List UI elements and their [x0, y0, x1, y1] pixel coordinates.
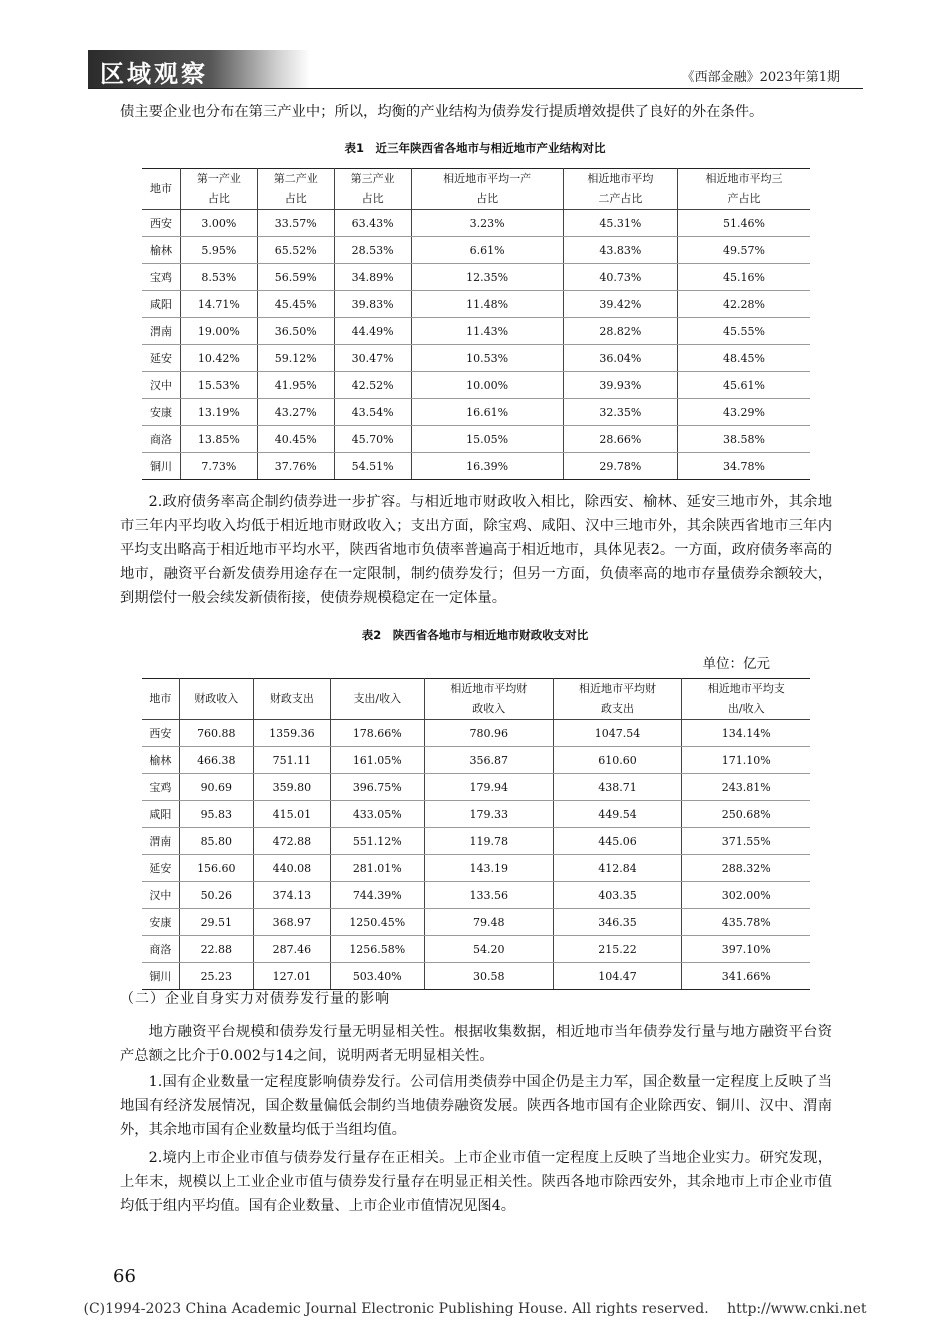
table-row	[142, 747, 810, 774]
table2-unit: 单位：亿元	[702, 656, 770, 672]
value-cell: 780.96	[424, 720, 553, 747]
value-cell: 3.00%	[180, 210, 257, 237]
table-row	[142, 399, 810, 426]
value-cell: 34.89%	[334, 264, 411, 291]
value-cell: 39.42%	[563, 291, 677, 318]
value-cell: 10.42%	[180, 345, 257, 372]
industry-structure-table	[142, 168, 810, 480]
value-cell: 28.82%	[563, 318, 677, 345]
page-number: 66	[113, 1266, 136, 1287]
value-cell: 119.78	[424, 828, 553, 855]
value-cell: 45.70%	[334, 426, 411, 453]
value-cell: 445.06	[553, 828, 682, 855]
value-cell: 13.19%	[180, 399, 257, 426]
city-cell: 延安	[142, 345, 180, 372]
value-cell: 51.46%	[678, 210, 810, 237]
value-cell: 37.76%	[257, 453, 334, 480]
value-cell: 104.47	[553, 963, 682, 990]
value-cell: 59.12%	[257, 345, 334, 372]
value-cell: 250.68%	[682, 801, 810, 828]
column-header: 相近地市平均 二产占比	[563, 169, 677, 210]
city-cell: 商洛	[142, 426, 180, 453]
journal-issue: 《西部金融》2023年第1期	[681, 70, 840, 85]
value-cell: 368.97	[253, 909, 330, 936]
value-cell: 5.95%	[180, 237, 257, 264]
value-cell: 396.75%	[330, 774, 424, 801]
value-cell: 1250.45%	[330, 909, 424, 936]
value-cell: 38.58%	[678, 426, 810, 453]
value-cell: 371.55%	[682, 828, 810, 855]
value-cell: 63.43%	[334, 210, 411, 237]
column-header: 相近地市平均三 产占比	[678, 169, 810, 210]
value-cell: 3.23%	[411, 210, 563, 237]
value-cell: 178.66%	[330, 720, 424, 747]
table-row	[142, 210, 810, 237]
city-cell: 安康	[142, 909, 179, 936]
value-cell: 32.35%	[563, 399, 677, 426]
paragraph-platform: 地方融资平台规模和债券发行量无明显相关性。根据收集数据，相近地市当年债券发行量与地方融资平台资产总额之比介于0.002与14之间，说明两者无明显相关性。	[120, 1024, 832, 1064]
value-cell: 43.83%	[563, 237, 677, 264]
table-row	[142, 453, 810, 480]
city-cell: 西安	[142, 210, 180, 237]
value-cell: 287.46	[253, 936, 330, 963]
table2-caption: 表2 陕西省各地市与相近地市财政收支对比	[361, 628, 589, 642]
column-header: 地市	[142, 169, 180, 210]
value-cell: 1047.54	[553, 720, 682, 747]
table-row	[142, 345, 810, 372]
city-cell: 榆林	[142, 747, 179, 774]
value-cell: 440.08	[253, 855, 330, 882]
value-cell: 45.31%	[563, 210, 677, 237]
city-cell: 商洛	[142, 936, 179, 963]
value-cell: 551.12%	[330, 828, 424, 855]
subsection-heading: （二）企业自身实力对债券发行量的影响	[120, 991, 390, 1007]
value-cell: 403.35	[553, 882, 682, 909]
value-cell: 33.57%	[257, 210, 334, 237]
value-cell: 438.71	[553, 774, 682, 801]
column-header: 相近地市平均财 政支出	[553, 679, 682, 720]
city-cell: 汉中	[142, 372, 180, 399]
table-row	[142, 720, 810, 747]
value-cell: 143.19	[424, 855, 553, 882]
value-cell: 54.20	[424, 936, 553, 963]
value-cell: 341.66%	[682, 963, 810, 990]
city-cell: 铜川	[142, 453, 180, 480]
value-cell: 7.73%	[180, 453, 257, 480]
value-cell: 30.58	[424, 963, 553, 990]
header-rule	[88, 88, 863, 89]
value-cell: 29.51	[179, 909, 253, 936]
value-cell: 356.87	[424, 747, 553, 774]
fiscal-comparison-table	[142, 678, 810, 990]
table-row	[142, 237, 810, 264]
value-cell: 397.10%	[682, 936, 810, 963]
value-cell: 41.95%	[257, 372, 334, 399]
value-cell: 359.80	[253, 774, 330, 801]
section-title: 区域观察	[100, 60, 208, 88]
value-cell: 29.78%	[563, 453, 677, 480]
table-row	[142, 936, 810, 963]
value-cell: 11.48%	[411, 291, 563, 318]
table-row	[142, 264, 810, 291]
city-cell: 铜川	[142, 963, 179, 990]
table-row	[142, 774, 810, 801]
table-row	[142, 828, 810, 855]
value-cell: 45.55%	[678, 318, 810, 345]
table-row	[142, 909, 810, 936]
value-cell: 14.71%	[180, 291, 257, 318]
value-cell: 36.50%	[257, 318, 334, 345]
value-cell: 472.88	[253, 828, 330, 855]
value-cell: 25.23	[179, 963, 253, 990]
city-cell: 渭南	[142, 318, 180, 345]
value-cell: 281.01%	[330, 855, 424, 882]
value-cell: 10.00%	[411, 372, 563, 399]
value-cell: 760.88	[179, 720, 253, 747]
value-cell: 744.39%	[330, 882, 424, 909]
value-cell: 10.53%	[411, 345, 563, 372]
value-cell: 1256.58%	[330, 936, 424, 963]
value-cell: 449.54	[553, 801, 682, 828]
column-header: 相近地市平均财 政收入	[424, 679, 553, 720]
column-header: 第一产业 占比	[180, 169, 257, 210]
value-cell: 374.13	[253, 882, 330, 909]
value-cell: 43.54%	[334, 399, 411, 426]
value-cell: 50.26	[179, 882, 253, 909]
paragraph-listed: 2.境内上市企业市值与债券发行量存在正相关。上市企业市值一定程度上反映了当地企业实力。研究发现，上年末，规模以上工业企业市值与债券发行量存在明显正相关性。陕西各地市除西安外，其余地市上市企业市值均低于组内平均值。国有企业数量、上市企业市值情况见图4。	[120, 1150, 832, 1214]
city-cell: 安康	[142, 399, 180, 426]
paragraph-intro: 债主要企业也分布在第三产业中；所以，均衡的产业结构为债券发行提质增效提供了良好的外在条件。	[120, 104, 764, 120]
value-cell: 179.33	[424, 801, 553, 828]
value-cell: 161.05%	[330, 747, 424, 774]
value-cell: 412.84	[553, 855, 682, 882]
value-cell: 156.60	[179, 855, 253, 882]
value-cell: 127.01	[253, 963, 330, 990]
value-cell: 435.78%	[682, 909, 810, 936]
value-cell: 503.40%	[330, 963, 424, 990]
city-cell: 延安	[142, 855, 179, 882]
city-cell: 西安	[142, 720, 179, 747]
value-cell: 288.32%	[682, 855, 810, 882]
value-cell: 56.59%	[257, 264, 334, 291]
city-cell: 渭南	[142, 828, 179, 855]
value-cell: 302.00%	[682, 882, 810, 909]
value-cell: 466.38	[179, 747, 253, 774]
column-header: 财政收入	[179, 679, 253, 720]
value-cell: 16.39%	[411, 453, 563, 480]
table-row	[142, 801, 810, 828]
value-cell: 346.35	[553, 909, 682, 936]
value-cell: 8.53%	[180, 264, 257, 291]
value-cell: 11.43%	[411, 318, 563, 345]
value-cell: 44.49%	[334, 318, 411, 345]
value-cell: 49.57%	[678, 237, 810, 264]
value-cell: 45.61%	[678, 372, 810, 399]
column-header: 相近地市平均一产 占比	[411, 169, 563, 210]
value-cell: 65.52%	[257, 237, 334, 264]
value-cell: 39.93%	[563, 372, 677, 399]
table-row	[142, 882, 810, 909]
city-cell: 咸阳	[142, 291, 180, 318]
column-header: 支出/收入	[330, 679, 424, 720]
table-row	[142, 426, 810, 453]
value-cell: 1359.36	[253, 720, 330, 747]
value-cell: 179.94	[424, 774, 553, 801]
city-cell: 汉中	[142, 882, 179, 909]
value-cell: 134.14%	[682, 720, 810, 747]
paragraph-soe: 1.国有企业数量一定程度影响债券发行。公司信用类债券中国企仍是主力军，国企数量一定程度上反映了当地国有经济发展情况，国企数量偏低会制约当地债券融资发展。陕西各地市国有企业除西安、铜川、汉中、渭南外，其余地市国有企业数量均低于当组均值。	[120, 1074, 832, 1138]
value-cell: 45.16%	[678, 264, 810, 291]
value-cell: 40.45%	[257, 426, 334, 453]
copyright-footer: (C)1994-2023 China Academic Journal Electronic Publishing House. All rights reserved. http://www.cnki.net	[83, 1301, 867, 1317]
value-cell: 433.05%	[330, 801, 424, 828]
value-cell: 39.83%	[334, 291, 411, 318]
value-cell: 42.52%	[334, 372, 411, 399]
value-cell: 19.00%	[180, 318, 257, 345]
value-cell: 45.45%	[257, 291, 334, 318]
value-cell: 751.11	[253, 747, 330, 774]
value-cell: 40.73%	[563, 264, 677, 291]
city-cell: 咸阳	[142, 801, 179, 828]
value-cell: 34.78%	[678, 453, 810, 480]
value-cell: 6.61%	[411, 237, 563, 264]
column-header: 财政支出	[253, 679, 330, 720]
table-row	[142, 963, 810, 990]
table-row	[142, 318, 810, 345]
value-cell: 95.83	[179, 801, 253, 828]
value-cell: 79.48	[424, 909, 553, 936]
table-row	[142, 855, 810, 882]
value-cell: 54.51%	[334, 453, 411, 480]
value-cell: 12.35%	[411, 264, 563, 291]
value-cell: 133.56	[424, 882, 553, 909]
value-cell: 36.04%	[563, 345, 677, 372]
value-cell: 610.60	[553, 747, 682, 774]
value-cell: 42.28%	[678, 291, 810, 318]
value-cell: 28.66%	[563, 426, 677, 453]
paragraph-debt: 2.政府债务率高企制约债券进一步扩容。与相近地市财政收入相比，除西安、榆林、延安三地市外，其余地市三年内平均收入均低于相近地市财政收入；支出方面，除宝鸡、咸阳、汉中三地市外，其余陕西省地市三年内平均支出略高于相近地市平均水平，陕西省地市负债率普遍高于相近地市，具体见表2。一方面，政府债务率高的地市，融资平台新发债券用途存在一定限制，制约债券发行；但另一方面，负债率高的地市存量债券余额较大，到期偿付一般会续发新债衔接，使债券规模稳定在一定体量。	[120, 494, 832, 606]
value-cell: 48.45%	[678, 345, 810, 372]
value-cell: 85.80	[179, 828, 253, 855]
column-header: 第二产业 占比	[257, 169, 334, 210]
value-cell: 28.53%	[334, 237, 411, 264]
value-cell: 15.53%	[180, 372, 257, 399]
table-row	[142, 372, 810, 399]
value-cell: 415.01	[253, 801, 330, 828]
column-header: 第三产业 占比	[334, 169, 411, 210]
value-cell: 243.81%	[682, 774, 810, 801]
city-cell: 宝鸡	[142, 264, 180, 291]
column-header: 地市	[142, 679, 179, 720]
value-cell: 90.69	[179, 774, 253, 801]
value-cell: 22.88	[179, 936, 253, 963]
table-row	[142, 291, 810, 318]
value-cell: 30.47%	[334, 345, 411, 372]
value-cell: 15.05%	[411, 426, 563, 453]
column-header: 相近地市平均支 出/收入	[682, 679, 810, 720]
value-cell: 43.29%	[678, 399, 810, 426]
value-cell: 171.10%	[682, 747, 810, 774]
city-cell: 榆林	[142, 237, 180, 264]
value-cell: 215.22	[553, 936, 682, 963]
value-cell: 16.61%	[411, 399, 563, 426]
table1-caption: 表1 近三年陕西省各地市与相近地市产业结构对比	[344, 141, 606, 155]
value-cell: 13.85%	[180, 426, 257, 453]
value-cell: 43.27%	[257, 399, 334, 426]
city-cell: 宝鸡	[142, 774, 179, 801]
